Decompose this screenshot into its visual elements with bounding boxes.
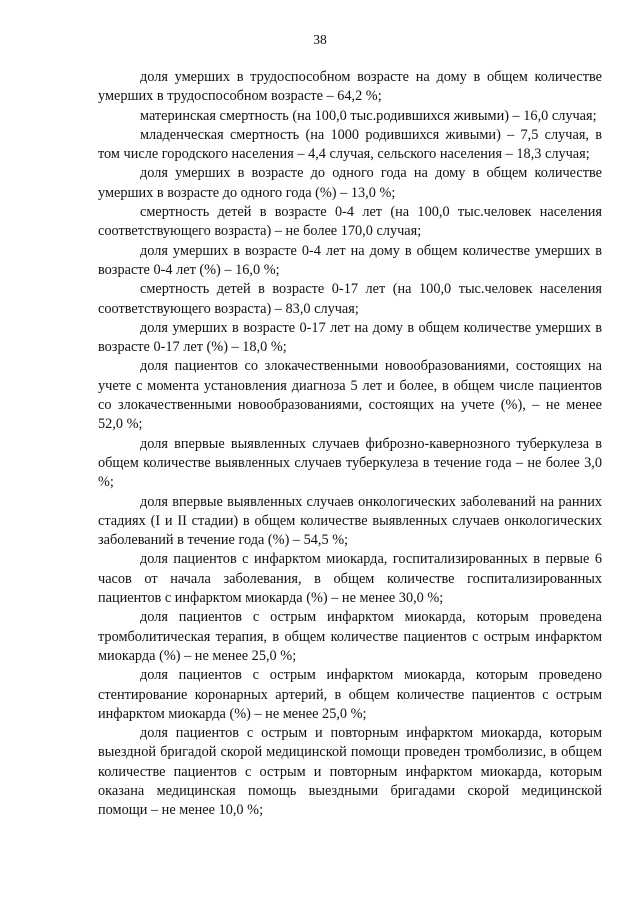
paragraph: доля впервые выявленных случаев онкологических заболеваний на ранних стадиях (I и II стадии) в общем количестве выявленных случаев онкологических заболеваний в течение года (%) – 54,5 %; — [98, 493, 602, 549]
paragraph: младенческая смертность (на 1000 родившихся живыми) – 7,5 случая, в том числе городского населения – 4,4 случая, сельского населения – 18,3 случая; — [98, 126, 602, 163]
paragraph: смертность детей в возрасте 0-17 лет (на 100,0 тыс.человек населения соответствующего возраста) – 83,0 случая; — [98, 281, 602, 317]
paragraph: доля пациентов с острым инфарктом миокарда, которым проведена тромболитическая терапия, в общем количестве пациентов с острым инфарктом миокарда (%) – не менее 25,0 %; — [98, 609, 602, 664]
paragraph: доля умерших в возрасте до одного года на дому в общем количестве умерших в возрасте до одного года (%) – 13,0 %; — [98, 165, 602, 201]
paragraph: смертность детей в возрасте 0-4 лет (на 100,0 тыс.человек населения соответствующего возраста) – не более 170,0 случая; — [98, 204, 602, 240]
page-number: 38 — [313, 32, 327, 47]
paragraph: материнская смертность (на 100,0 тыс.родившихся живыми) – 16,0 случая; — [140, 107, 597, 124]
paragraph: доля пациентов с инфарктом миокарда, госпитализированных в первые 6 часов от начала заболевания, в общем количестве госпитализированных пациентов с инфарктом миокарда (%) – не менее 30,0 %; — [98, 551, 602, 607]
paragraph: доля пациентов с острым и повторным инфарктом миокарда, которым выездной бригадой скорой медицинской помощи проведен тромболизис, в общем количестве пациентов с острым и повторным инфарктом миокарда, которым оказана медицинская помощь выездными бригадами скорой медицинской помощи – не менее 10,0 %; — [98, 725, 602, 819]
paragraph: доля умерших в возрасте 0-4 лет на дому в общем количестве умерших в возрасте 0-4 лет (%) – 16,0 %; — [98, 242, 602, 278]
page-body — [98, 68, 602, 821]
paragraph: доля пациентов с острым инфарктом миокарда, которым проведено стентирование коронарных артерий, в общем количестве пациентов с острым инфарктом миокарда (%) – не менее 25,0 %; — [98, 667, 602, 722]
paragraph: доля умерших в трудоспособном возрасте на дому в общем количестве умерших в трудоспособном возрасте – 64,2 %; — [98, 69, 602, 105]
paragraph: доля умерших в возрасте 0-17 лет на дому в общем количестве умерших в возрасте 0-17 лет (%) – 18,0 %; — [98, 319, 602, 356]
paragraph: доля пациентов со злокачественными новообразованиями, состоящих на учете с момента установления диагноза 5 лет и более, в общем числе пациентов со злокачественными новообразованиями, состоящих на учете (%), – не менее 52,0 %; — [98, 358, 602, 433]
paragraph: доля впервые выявленных случаев фиброзно-кавернозного туберкулеза в общем количестве выявленных случаев туберкулеза в течение года – не более 3,0 %; — [98, 435, 602, 491]
